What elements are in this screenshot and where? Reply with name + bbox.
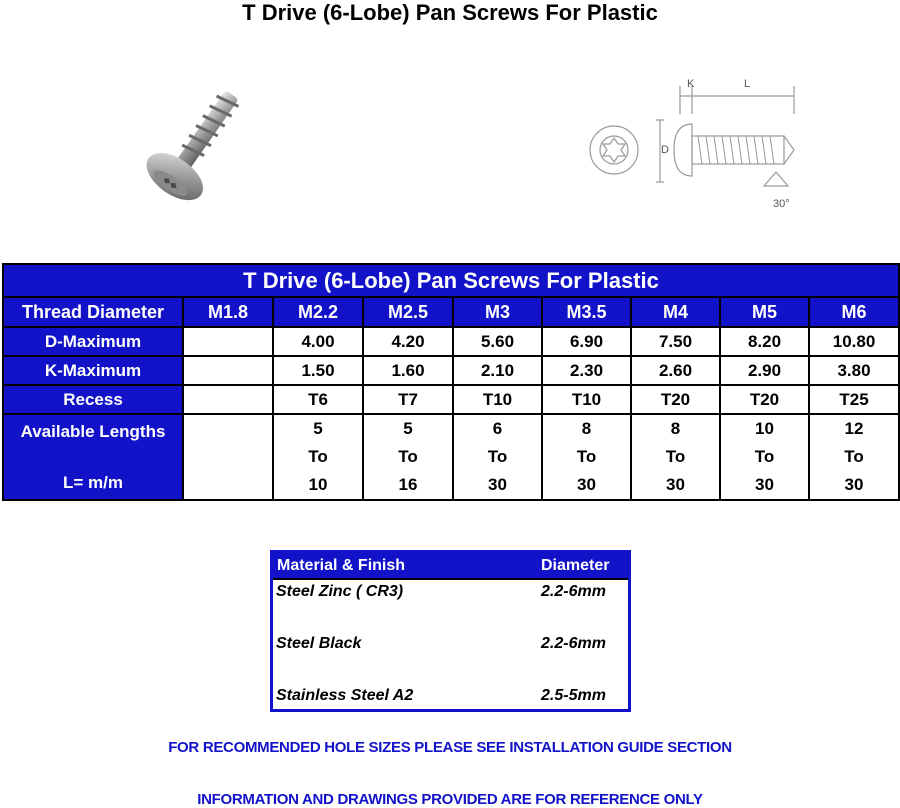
length-min: 8 [581,419,592,438]
size-header: M2.5 [363,297,453,327]
material-diameter: 2.2-6mm [541,583,606,600]
length-cell [183,414,273,500]
size-header: M5 [720,297,809,327]
size-header: M6 [809,297,899,327]
row-label: K-Maximum [3,356,183,385]
lengths-unit-label: L= m/m [63,472,123,492]
length-cell [542,414,631,500]
spec-table-caption: T Drive (6-Lobe) Pan Screws For Plastic [3,264,899,297]
dim-label-angle: 30° [773,198,790,210]
length-cell [453,414,542,500]
table-cell: 4.20 [363,327,453,356]
table-cell: T20 [631,385,720,414]
size-header: M2.2 [273,297,363,327]
table-cell: T7 [363,385,453,414]
size-header: M3.5 [542,297,631,327]
table-row-recess [3,385,899,414]
lengths-label: Available Lengths [20,421,166,441]
table-cell: 8.20 [720,327,809,356]
length-to: To [844,447,864,466]
table-cell: 10.80 [809,327,899,356]
material-diameter: 2.5-5mm [541,687,606,704]
length-min: 12 [844,419,864,438]
table-cell: T6 [273,385,363,414]
length-max: 30 [844,475,864,494]
table-cell: T10 [453,385,542,414]
length-max: 16 [398,475,418,494]
length-max: 30 [488,475,507,494]
table-cell: 5.60 [453,327,542,356]
lengths-label-cell [3,414,183,500]
material-row [273,684,628,736]
length-min: 6 [492,419,503,438]
table-row-lengths [3,414,899,500]
reference-notice: INFORMATION AND DRAWINGS PROVIDED ARE FOR REFERENCE ONLY [197,791,703,808]
dim-label-d: D [661,144,669,156]
table-cell: 2.30 [542,356,631,385]
material-name: Stainless Steel A2 [276,687,414,704]
size-header: M1.8 [183,297,273,327]
technical-drawing [580,72,804,220]
length-min: 8 [670,419,681,438]
size-header: M3 [453,297,542,327]
length-cell [273,414,363,500]
table-cell [183,327,273,356]
table-cell: 3.80 [809,356,899,385]
table-cell: 4.00 [273,327,363,356]
length-to: To [308,447,328,466]
row-label: Recess [3,385,183,414]
length-max: 30 [755,475,774,494]
material-row [273,632,628,684]
length-to: To [665,447,686,466]
table-cell: 1.50 [273,356,363,385]
hole-sizes-notice: FOR RECOMMENDED HOLE SIZES PLEASE SEE INSTALLATION GUIDE SECTION [168,739,732,756]
table-cell: 2.90 [720,356,809,385]
thread-diameter-label: Thread Diameter [3,297,183,327]
row-label: D-Maximum [3,327,183,356]
table-cell: 2.60 [631,356,720,385]
spec-table [2,263,900,501]
table-row-d-maximum [3,327,899,356]
page-title: T Drive (6-Lobe) Pan Screws For Plastic [242,0,658,25]
length-max: 10 [308,475,328,494]
diameter-header-label: Diameter [541,556,610,574]
length-to: To [398,447,418,466]
length-cell [631,414,720,500]
material-header-label: Material & Finish [277,556,406,574]
size-header: M4 [631,297,720,327]
length-cell [363,414,453,500]
table-cell [183,385,273,414]
table-cell [183,356,273,385]
length-min: 5 [313,419,323,438]
table-cell: T20 [720,385,809,414]
length-cell [720,414,809,500]
length-max: 30 [577,475,596,494]
screw-photo [136,86,248,218]
dim-label-k: K [687,78,695,90]
material-name: Steel Zinc ( CR3) [276,583,404,600]
table-cell: 2.10 [453,356,542,385]
table-cell: 6.90 [542,327,631,356]
length-to: To [754,447,775,466]
table-row-k-maximum [3,356,899,385]
table-cell: 1.60 [363,356,453,385]
length-min: 10 [755,419,774,438]
material-finish-table [270,550,631,712]
table-cell: 7.50 [631,327,720,356]
length-cell [809,414,899,500]
dim-label-l: L [744,78,751,90]
material-row [273,580,628,632]
length-max: 30 [666,475,685,494]
length-to: To [576,447,597,466]
table-cell: T10 [542,385,631,414]
material-name: Steel Black [276,635,362,652]
length-min: 5 [403,419,413,438]
material-table-header [273,553,628,580]
length-to: To [487,447,508,466]
material-diameter: 2.2-6mm [541,635,606,652]
table-cell: T25 [809,385,899,414]
